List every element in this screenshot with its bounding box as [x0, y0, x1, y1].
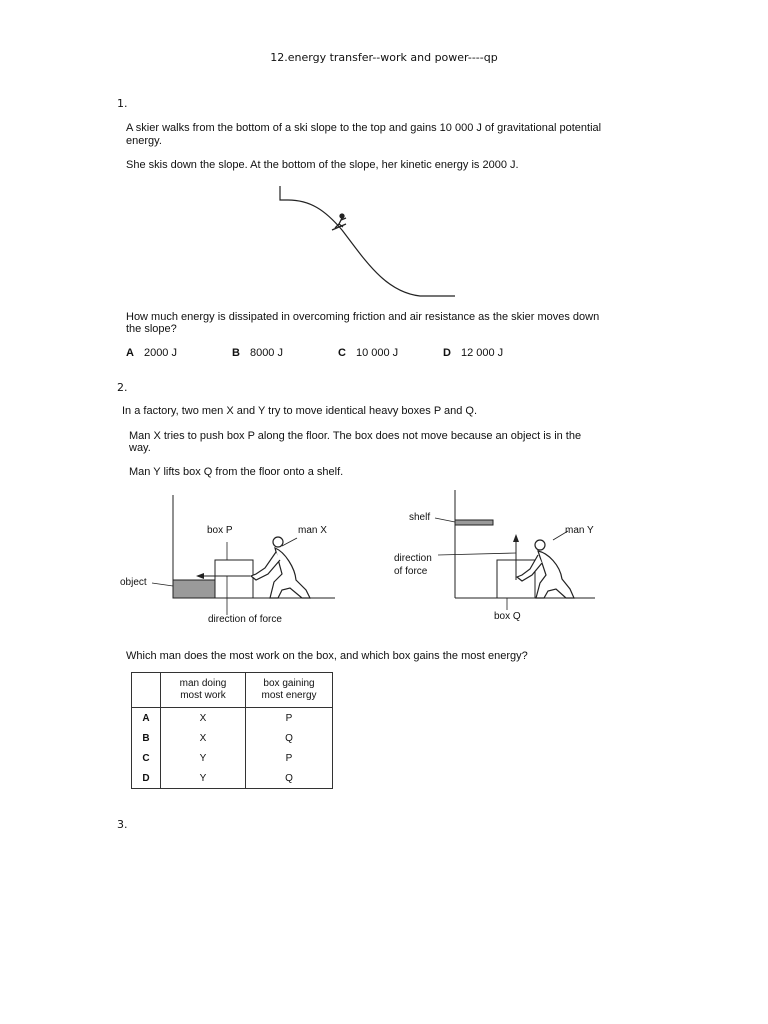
q1-option-a[interactable]: A 2000 J [126, 347, 177, 359]
object-block [173, 580, 215, 598]
table-row[interactable]: D Y Q [132, 768, 333, 789]
label-object: object [120, 577, 147, 588]
table-row[interactable]: B X Q [132, 728, 333, 748]
question-1-number: 1. [117, 97, 128, 110]
box-p [215, 560, 253, 598]
label-direction-right-2: of force [394, 566, 428, 577]
label-shelf: shelf [409, 512, 431, 523]
q1-option-b[interactable]: B 8000 J [232, 347, 283, 359]
q1-text-line-3: She skis down the slope. At the bottom of the slope, her kinetic energy is 2000 J. [126, 159, 519, 171]
label-direction-right-1: direction [394, 553, 432, 564]
label-box-q: box Q [494, 611, 521, 622]
q1-option-d[interactable]: D 12 000 J [443, 347, 504, 359]
q1-option-c[interactable]: C 10 000 J [338, 347, 399, 359]
diagram-man-y-lift [390, 485, 610, 615]
shelf [455, 520, 493, 525]
label-box-p: box P [207, 525, 233, 536]
answer-table [131, 672, 333, 789]
label-man-y: man Y [565, 525, 594, 536]
question-2-number: 2. [117, 381, 128, 394]
q1-question-line-1: How much energy is dissipated in overcoming friction and air resistance as the skier moves down [126, 311, 600, 323]
q2-text-line-4: Man Y lifts box Q from the floor onto a shelf. [129, 466, 344, 478]
page-header: 12.energy transfer--work and power----qp [270, 51, 498, 64]
diagram-man-x-push [110, 490, 340, 630]
q2-text-line-3: way. [129, 442, 151, 454]
q1-text-line-1: A skier walks from the bottom of a ski slope to the top and gains 10 000 J of gravitational potential [126, 122, 602, 134]
slope-curve [280, 186, 455, 296]
ski-slope-diagram [270, 180, 470, 305]
label-direction-of-force-left: direction of force [208, 614, 282, 625]
table-header-blank [132, 673, 161, 708]
label-man-x: man X [298, 525, 327, 536]
q2-text-line-2: Man X tries to push box P along the floor. The box does not move because an object is in the [129, 430, 582, 442]
q2-question: Which man does the most work on the box, and which box gains the most energy? [126, 650, 528, 662]
table-row[interactable]: A X P [132, 708, 333, 729]
table-header-man: man doing most work [161, 673, 246, 708]
table-header-box: box gaining most energy [246, 673, 333, 708]
q2-text-line-1: In a factory, two men X and Y try to move identical heavy boxes P and Q. [122, 405, 478, 417]
man-x-figure [251, 537, 310, 598]
question-3-number: 3. [117, 818, 128, 831]
q1-question-line-2: the slope? [126, 323, 177, 335]
q1-text-line-2: energy. [126, 135, 162, 147]
table-row[interactable]: C Y P [132, 748, 333, 768]
